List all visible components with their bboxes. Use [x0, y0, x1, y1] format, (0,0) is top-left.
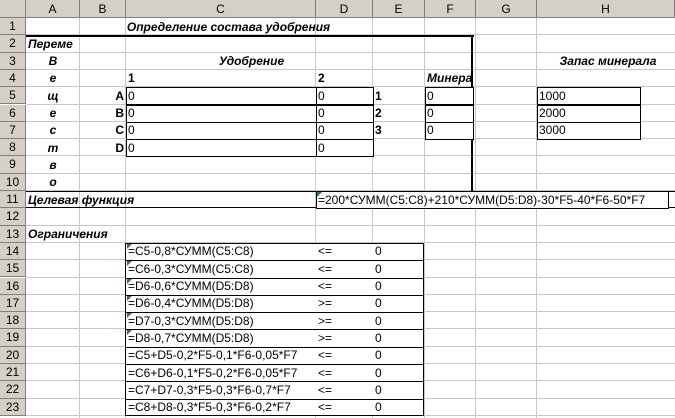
row-label-D: D	[115, 140, 124, 155]
column-header-B[interactable]: B	[80, 0, 126, 18]
row-header-23[interactable]: 23	[0, 399, 26, 416]
cell-c-value[interactable]: 0	[128, 106, 135, 120]
input-box-c	[126, 122, 317, 140]
formula-marker-icon	[127, 313, 132, 318]
row-label-B: B	[115, 106, 124, 120]
constraint-operator[interactable]: <=	[318, 400, 333, 415]
select-all-corner[interactable]	[0, 0, 26, 18]
constraint-formula[interactable]: =D8-0,7*СУММ(D5:D8)	[128, 330, 254, 345]
row-header-19[interactable]: 19	[0, 329, 26, 346]
constraint-rhs[interactable]: 0	[375, 365, 382, 380]
constraint-formula[interactable]: =C5-0,8*СУММ(C5:C8)	[128, 244, 254, 259]
constraint-operator[interactable]: <=	[318, 365, 333, 380]
cell-c-value[interactable]: 0	[128, 88, 135, 103]
constraint-operator[interactable]: <=	[318, 261, 333, 276]
constraint-operator[interactable]: >=	[318, 330, 333, 345]
cell-d-value[interactable]: 0	[318, 88, 325, 103]
row-header-15[interactable]: 15	[0, 260, 26, 277]
input-box-c	[126, 139, 317, 157]
row-header-20[interactable]: 20	[0, 347, 26, 364]
row-label-A: A	[115, 88, 124, 103]
cell-f-value[interactable]: 0	[427, 106, 434, 120]
objective-label: Целевая функция	[28, 192, 135, 207]
row-header-12[interactable]: 12	[0, 208, 26, 225]
constraint-rhs[interactable]: 0	[375, 400, 382, 415]
constraint-formula[interactable]: =D6-0,6*СУММ(D5:D8)	[128, 279, 254, 293]
column-header-F[interactable]: F	[425, 0, 476, 18]
constraint-operator[interactable]: >=	[318, 296, 333, 311]
column-header-D[interactable]: D	[316, 0, 373, 18]
formula-marker-icon	[317, 192, 322, 197]
gridline-row	[26, 225, 675, 226]
cell-f-value[interactable]: 0	[427, 123, 434, 138]
formula-marker-icon	[127, 330, 132, 335]
row-header-16[interactable]: 16	[0, 278, 26, 295]
cell-c-value[interactable]: 0	[128, 123, 135, 138]
column-header-A[interactable]: A	[26, 0, 80, 18]
gridline-col	[79, 18, 80, 418]
constraint-formula[interactable]: =C5+D5-0,2*F5-0,1*F6-0,05*F7	[128, 348, 298, 363]
stock-value[interactable]: 3000	[539, 123, 566, 138]
row-header-2[interactable]: 2	[0, 35, 26, 52]
vertical-letter: с	[49, 123, 57, 138]
fertilizer-header: Удобрение	[218, 54, 285, 69]
constraint-rhs[interactable]: 0	[375, 296, 382, 311]
gridline-row	[26, 173, 675, 174]
constraint-rhs[interactable]: 0	[375, 330, 382, 345]
row-header-5[interactable]: 5	[0, 87, 26, 104]
row-header-1[interactable]: 1	[0, 18, 26, 35]
vertical-letter: щ	[47, 88, 59, 103]
column-header-C[interactable]: C	[126, 0, 316, 18]
formula-marker-icon	[127, 279, 132, 284]
vertical-letter: е	[49, 106, 57, 120]
column-header-G[interactable]: G	[476, 0, 537, 18]
cell-d-value[interactable]: 0	[318, 140, 325, 155]
constraint-formula[interactable]: =C6-0,3*СУММ(C5:C8)	[128, 261, 254, 276]
stock-value[interactable]: 2000	[539, 106, 566, 120]
cell-d-value[interactable]: 0	[318, 106, 325, 120]
vertical-letter: о	[49, 175, 57, 190]
formula-marker-icon	[127, 244, 132, 249]
row-header-21[interactable]: 21	[0, 364, 26, 381]
constraints-label: Ограничения	[28, 227, 108, 242]
model-border-top	[26, 35, 474, 37]
column-header-E[interactable]: E	[373, 0, 425, 18]
cell-f-value[interactable]: 0	[427, 88, 434, 103]
constraint-operator[interactable]: >=	[318, 313, 333, 328]
mineral-number: 3	[375, 123, 382, 138]
stock-value[interactable]: 1000	[539, 88, 566, 103]
constraint-rhs[interactable]: 0	[375, 313, 382, 328]
row-header-8[interactable]: 8	[0, 139, 26, 156]
mineral-number: 1	[375, 88, 382, 103]
row-header-18[interactable]: 18	[0, 312, 26, 329]
constraint-rhs[interactable]: 0	[375, 348, 382, 363]
constraint-rhs[interactable]: 0	[375, 279, 382, 293]
mineral-number: 2	[375, 106, 382, 120]
constraint-operator[interactable]: <=	[318, 279, 333, 293]
row-header-9[interactable]: 9	[0, 156, 26, 173]
formula-marker-icon	[127, 296, 132, 301]
row-header-14[interactable]: 14	[0, 243, 26, 260]
column-header-H[interactable]: H	[537, 0, 675, 18]
constraint-formula[interactable]: =D7-0,3*СУММ(D5:D8)	[128, 313, 254, 328]
row-header-4[interactable]: 4	[0, 70, 26, 87]
sheet-title: Определение состава удобрения	[126, 19, 331, 34]
vertical-letter: е	[49, 71, 57, 86]
vertical-letter: т	[47, 140, 59, 155]
constraint-operator[interactable]: <=	[318, 382, 333, 397]
vertical-letter: В	[48, 54, 58, 69]
constraint-rhs[interactable]: 0	[375, 244, 382, 259]
cell-c-value[interactable]: 0	[128, 140, 135, 155]
stock-header: Запас минерала	[559, 54, 657, 69]
constraint-operator[interactable]: <=	[318, 244, 333, 259]
constraint-operator[interactable]: <=	[318, 348, 333, 363]
row-label-C: C	[115, 123, 124, 138]
constraint-rhs[interactable]: 0	[375, 261, 382, 276]
cell-d-value[interactable]: 0	[318, 123, 325, 138]
fertilizer-1-header: 1	[128, 71, 135, 86]
row-header-11[interactable]: 11	[0, 191, 26, 208]
input-box-c	[126, 87, 317, 105]
row-header-17[interactable]: 17	[0, 295, 26, 312]
input-box-c	[126, 105, 317, 123]
row-header-22[interactable]: 22	[0, 381, 26, 398]
row-header-6[interactable]: 6	[0, 105, 26, 122]
constraint-formula[interactable]: =C7+D7-0,3*F5-0,3*F6-0,7*F7	[128, 382, 291, 397]
vertical-letter: в	[49, 157, 57, 172]
gridline-col	[536, 18, 537, 418]
gridline-col	[475, 18, 476, 418]
constraint-formula[interactable]: =D6-0,4*СУММ(D5:D8)	[128, 296, 254, 311]
constraint-formula[interactable]: =C8+D8-0,3*F5-0,3*F6-0,2*F7	[128, 400, 291, 415]
objective-formula[interactable]: =200*СУММ(C5:C8)+210*СУММ(D5:D8)-30*F5-40*F6-50*F7	[318, 192, 646, 207]
mineral-header: Минера	[427, 71, 473, 86]
fertilizer-2-header: 2	[318, 71, 325, 86]
variables-label: Переме	[28, 36, 73, 51]
row-header-3[interactable]: 3	[0, 53, 26, 70]
constraint-formula[interactable]: =C6+D6-0,1*F5-0,2*F6-0,05*F7	[128, 365, 298, 380]
formula-marker-icon	[127, 261, 132, 266]
row-header-7[interactable]: 7	[0, 122, 26, 139]
row-header-10[interactable]: 10	[0, 174, 26, 191]
row-header-13[interactable]: 13	[0, 226, 26, 243]
constraint-rhs[interactable]: 0	[375, 382, 382, 397]
